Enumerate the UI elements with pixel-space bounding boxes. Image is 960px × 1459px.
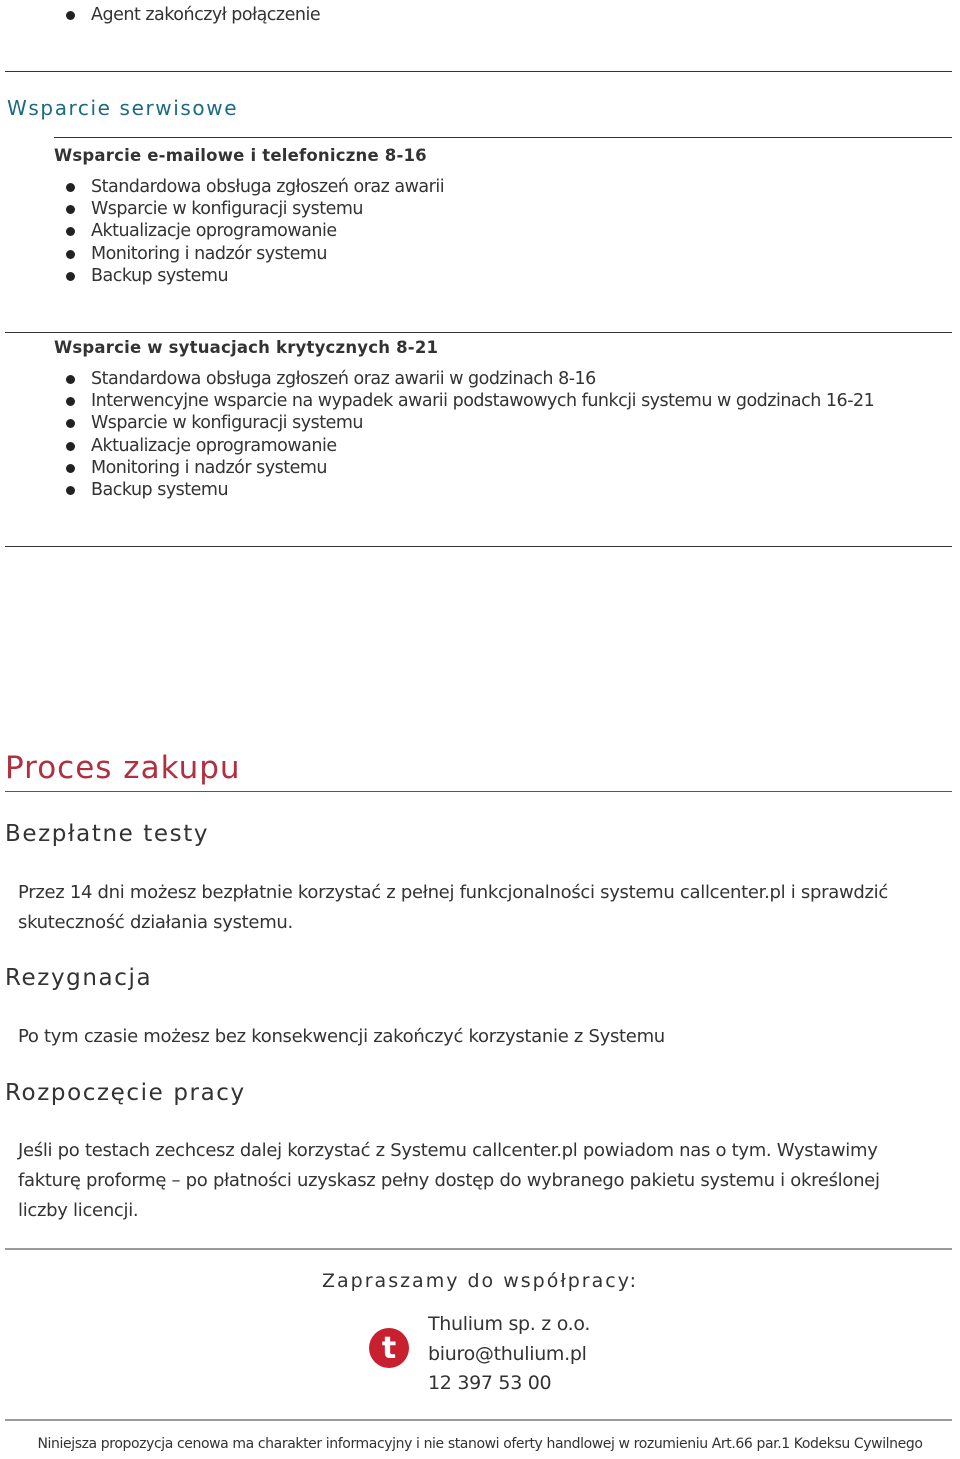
divider [5, 546, 952, 547]
resign-text: Po tym czasie możesz bez konsekwencji zakończyć korzystanie z Systemu [18, 1026, 665, 1047]
list-item: Monitoring i nadzór systemu [0, 243, 444, 265]
thulium-logo-icon [368, 1327, 410, 1369]
support-section-title: Wsparcie serwisowe [7, 96, 239, 120]
contact-email-link[interactable]: biuro@thulium.pl [428, 1343, 587, 1365]
divider [5, 1248, 952, 1250]
invite-heading: Zapraszamy do współpracy: [322, 1270, 638, 1292]
divider [5, 332, 952, 333]
footer-disclaimer: Niniejsza propozycja cenowa ma charakter informacyjny i nie stanowi oferty handlowej w rozumieniu Art.66 par.1 Kodeksu Cywilnego [37, 1436, 923, 1452]
list-item: Aktualizacje oprogramowanie [0, 435, 874, 457]
resign-heading: Rezygnacja [5, 965, 153, 991]
list-item: Standardowa obsługa zgłoszeń oraz awarii [0, 176, 444, 198]
trial-heading: Bezpłatne testy [5, 821, 210, 847]
critical-support-heading: Wsparcie w sytuacjach krytycznych 8-21 [54, 338, 439, 357]
divider [5, 791, 952, 792]
start-heading: Rozpoczęcie pracy [5, 1080, 246, 1106]
critical-support-list [0, 368, 874, 501]
divider [5, 71, 952, 72]
list-item: Agent zakończył połączenie [0, 4, 320, 26]
list-item: Wsparcie w konfiguracji systemu [0, 412, 874, 434]
contact-phone[interactable]: 12 397 53 00 [428, 1372, 552, 1394]
email-phone-support-list [0, 176, 444, 287]
company-name: Thulium sp. z o.o. [428, 1313, 591, 1335]
divider [54, 137, 952, 138]
start-text: Jeśli po testach zechcesz dalej korzystać z Systemu callcenter.pl powiadom nas o tym. Wystawimy fakturę proformę – po płatności uzyskasz pełny dostęp do wybranego pakietu systemu i określonej liczby licencji. [18, 1140, 880, 1221]
email-phone-support-heading: Wsparcie e-mailowe i telefoniczne 8-16 [54, 146, 427, 165]
list-item: Backup systemu [0, 265, 444, 287]
list-item: Standardowa obsługa zgłoszeń oraz awarii w godzinach 8-16 [0, 368, 874, 390]
purchase-section-title: Proces zakupu [5, 750, 241, 786]
list-item: Monitoring i nadzór systemu [0, 457, 874, 479]
list-item: Wsparcie w konfiguracji systemu [0, 198, 444, 220]
top-list [0, 4, 320, 26]
trial-text: Przez 14 dni możesz bezpłatnie korzystać z pełnej funkcjonalności systemu callcenter.pl i sprawdzić skuteczność działania systemu. [18, 882, 888, 933]
list-item: Interwencyjne wsparcie na wypadek awarii podstawowych funkcji systemu w godzinach 16-21 [0, 390, 874, 412]
logo-letter: t [381, 1331, 397, 1366]
list-item: Backup systemu [0, 479, 874, 501]
list-item: Aktualizacje oprogramowanie [0, 220, 444, 242]
divider [5, 1419, 952, 1421]
